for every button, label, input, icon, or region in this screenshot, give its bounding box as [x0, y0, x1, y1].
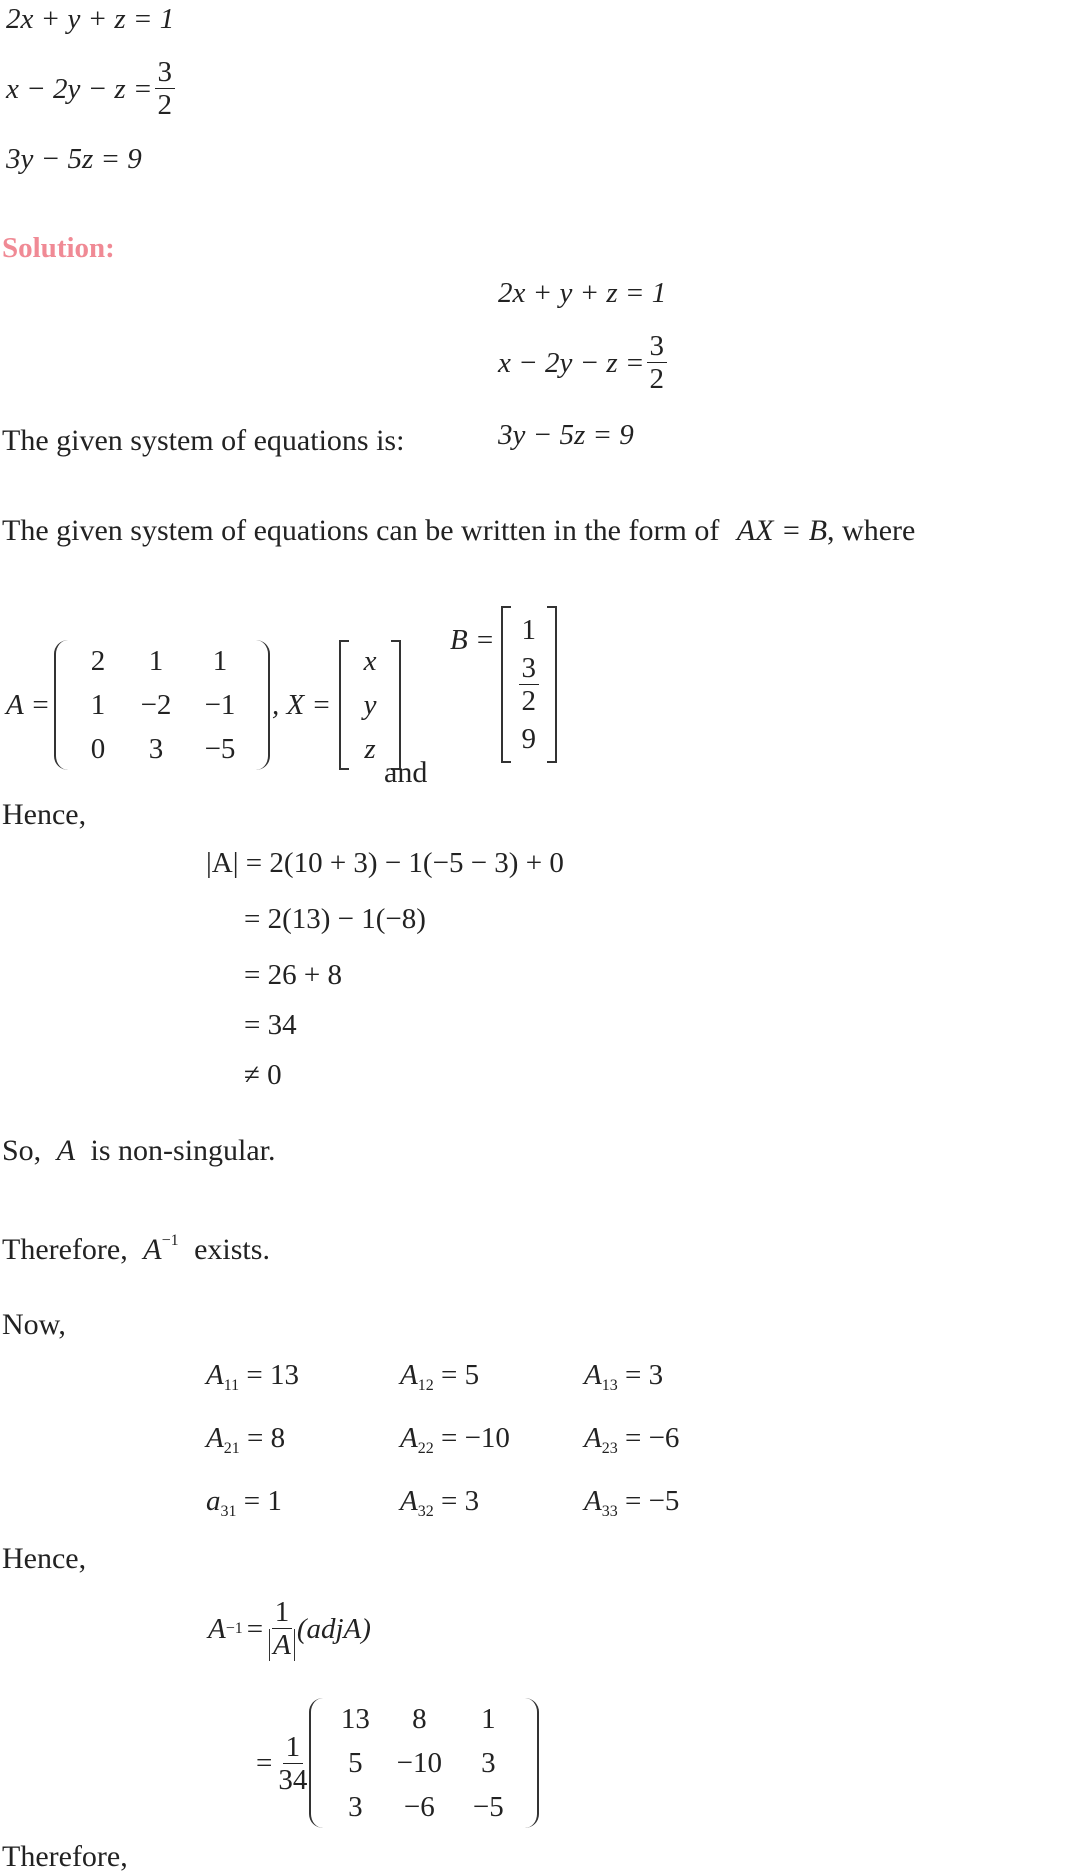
- system-equation-3: 3y − 5z = 9: [498, 419, 634, 451]
- right-paren: [256, 640, 270, 770]
- fraction: [278, 1731, 307, 1796]
- matrix-variable: A: [208, 1612, 226, 1645]
- hence-label: Hence,: [2, 798, 87, 831]
- matrix-cell: z: [364, 733, 376, 765]
- adjoint-expression: (adjA): [296, 1612, 371, 1645]
- inverse-formula: [208, 1596, 371, 1661]
- form-sentence: [2, 514, 915, 548]
- sentence-text: exists.: [194, 1233, 270, 1266]
- form-expression: AX = B: [736, 514, 828, 547]
- equals: =: [256, 1747, 273, 1779]
- matrix-cell: 1: [521, 614, 537, 646]
- fraction-numerator: 1: [272, 1596, 293, 1629]
- right-bracket: [391, 640, 401, 770]
- fraction-numerator: 3: [519, 652, 540, 685]
- matrix-b: [501, 606, 558, 763]
- solution-heading: Solution:: [2, 232, 115, 264]
- left-bracket: [339, 640, 349, 770]
- question-equation-2: [6, 56, 177, 121]
- equation-lhs: x − 2y − z =: [6, 72, 153, 105]
- matrix-cell: 1: [148, 645, 164, 677]
- superscript: −1: [161, 1232, 179, 1249]
- form-sentence-text: The given system of equations can be written in the form of: [2, 514, 720, 547]
- matrix-a-label: A =: [6, 689, 51, 721]
- fraction: [155, 56, 176, 121]
- matrix-cell: x: [363, 645, 377, 677]
- given-system-label: The given system of equations is:: [2, 424, 405, 457]
- matrix-cell: −5: [204, 733, 236, 765]
- matrix-cell: −6: [403, 1791, 435, 1823]
- cofactor: $A_{23} = -6$: [584, 1422, 680, 1457]
- determinant-line-3: = 26 + 8: [244, 959, 342, 991]
- fraction-numerator: 1: [283, 1731, 304, 1764]
- system-equation-1: 2x + y + z = 1: [498, 277, 667, 309]
- sentence-text: Therefore,: [2, 1233, 128, 1266]
- left-bracket: [501, 606, 511, 763]
- cofactor: $A_{11} = 13$: [206, 1359, 299, 1394]
- cofactor-grid: [206, 1358, 744, 1529]
- determinant-line-1: |A| = 2(10 + 3) − 1(−5 − 3) + 0: [206, 847, 564, 879]
- matrix-cell: 3: [348, 1791, 363, 1823]
- right-bracket: [547, 606, 557, 763]
- fraction: [519, 652, 540, 717]
- right-paren: [525, 1698, 539, 1828]
- matrix-cell: −2: [140, 689, 172, 721]
- fraction-denominator: A: [269, 1629, 295, 1661]
- determinant-line-2: = 2(13) − 1(−8): [244, 903, 426, 935]
- cofactor: $A_{13} = 3$: [584, 1359, 664, 1394]
- cofactor: $A_{22} = -10$: [400, 1422, 510, 1457]
- therefore-label: Therefore,: [2, 1840, 128, 1873]
- fraction-numerator: 3: [647, 330, 668, 363]
- cofactor: $A_{12} = 5$: [400, 1359, 480, 1394]
- matrix-cell: 0: [90, 733, 106, 765]
- adjoint-matrix: [309, 1698, 539, 1828]
- fraction-denominator: 34: [278, 1763, 308, 1796]
- fraction: [647, 330, 668, 395]
- cofactor: $A_{32} = 3$: [400, 1485, 480, 1520]
- matrix-b-label: B =: [450, 623, 495, 656]
- form-sentence-tail: , where: [827, 514, 916, 547]
- matrix-cell: 8: [412, 1703, 427, 1735]
- matrix-x-label: , X =: [272, 689, 332, 721]
- inverse-matrix: [256, 1698, 539, 1828]
- superscript: −1: [225, 1619, 243, 1637]
- matrix-variable: A: [143, 1233, 162, 1266]
- matrix-cell: −10: [396, 1747, 443, 1779]
- fraction-numerator: 3: [155, 56, 176, 89]
- matrix-a: [54, 640, 270, 770]
- left-paren: [309, 1698, 323, 1828]
- matrix-cell: 9: [521, 723, 537, 755]
- determinant-line-5: ≠ 0: [244, 1059, 282, 1091]
- fraction-denominator: 2: [157, 89, 172, 121]
- fraction: [269, 1596, 295, 1661]
- sentence-text: So,: [2, 1134, 42, 1167]
- matrix-cell: −5: [472, 1791, 504, 1823]
- matrix-b-block: [450, 606, 557, 763]
- matrix-cell: 1: [90, 689, 106, 721]
- matrix-cell: 1: [481, 1703, 496, 1735]
- cofactor: $A_{21} = 8$: [206, 1422, 286, 1457]
- equals: =: [246, 1612, 264, 1645]
- sentence-text: is non-singular.: [90, 1134, 276, 1167]
- system-equation-2: [498, 330, 669, 395]
- cofactor: $a_{31} = 1$: [206, 1485, 282, 1520]
- equation-lhs: x − 2y − z =: [498, 346, 645, 379]
- matrix-cell: −1: [204, 689, 236, 721]
- matrix-cell: 13: [340, 1703, 370, 1735]
- and-label: and: [384, 756, 428, 789]
- matrix-cell: 2: [90, 645, 106, 677]
- matrix-cell: 1: [212, 645, 228, 677]
- matrix-x: [339, 640, 401, 770]
- matrix-cell: 3: [148, 733, 164, 765]
- nonsingular-sentence: [2, 1134, 276, 1168]
- fraction-denominator: 2: [649, 363, 664, 395]
- hence-label-2: Hence,: [2, 1542, 87, 1575]
- matrix-variable: A: [56, 1134, 76, 1167]
- matrix-cell: 3: [481, 1747, 496, 1779]
- question-equation-1: 2x + y + z = 1: [6, 3, 175, 35]
- matrix-cell: 5: [348, 1747, 363, 1779]
- fraction-denominator: 2: [521, 685, 537, 717]
- matrix-a-block: [6, 640, 401, 770]
- determinant-line-4: = 34: [244, 1009, 297, 1041]
- matrix-cell: y: [363, 689, 377, 721]
- inverse-exists-sentence: [2, 1224, 270, 1267]
- now-label: Now,: [2, 1308, 66, 1341]
- question-equation-3: 3y − 5z = 9: [6, 143, 142, 175]
- left-paren: [54, 640, 68, 770]
- cofactor: $A_{33} = -5$: [584, 1485, 680, 1520]
